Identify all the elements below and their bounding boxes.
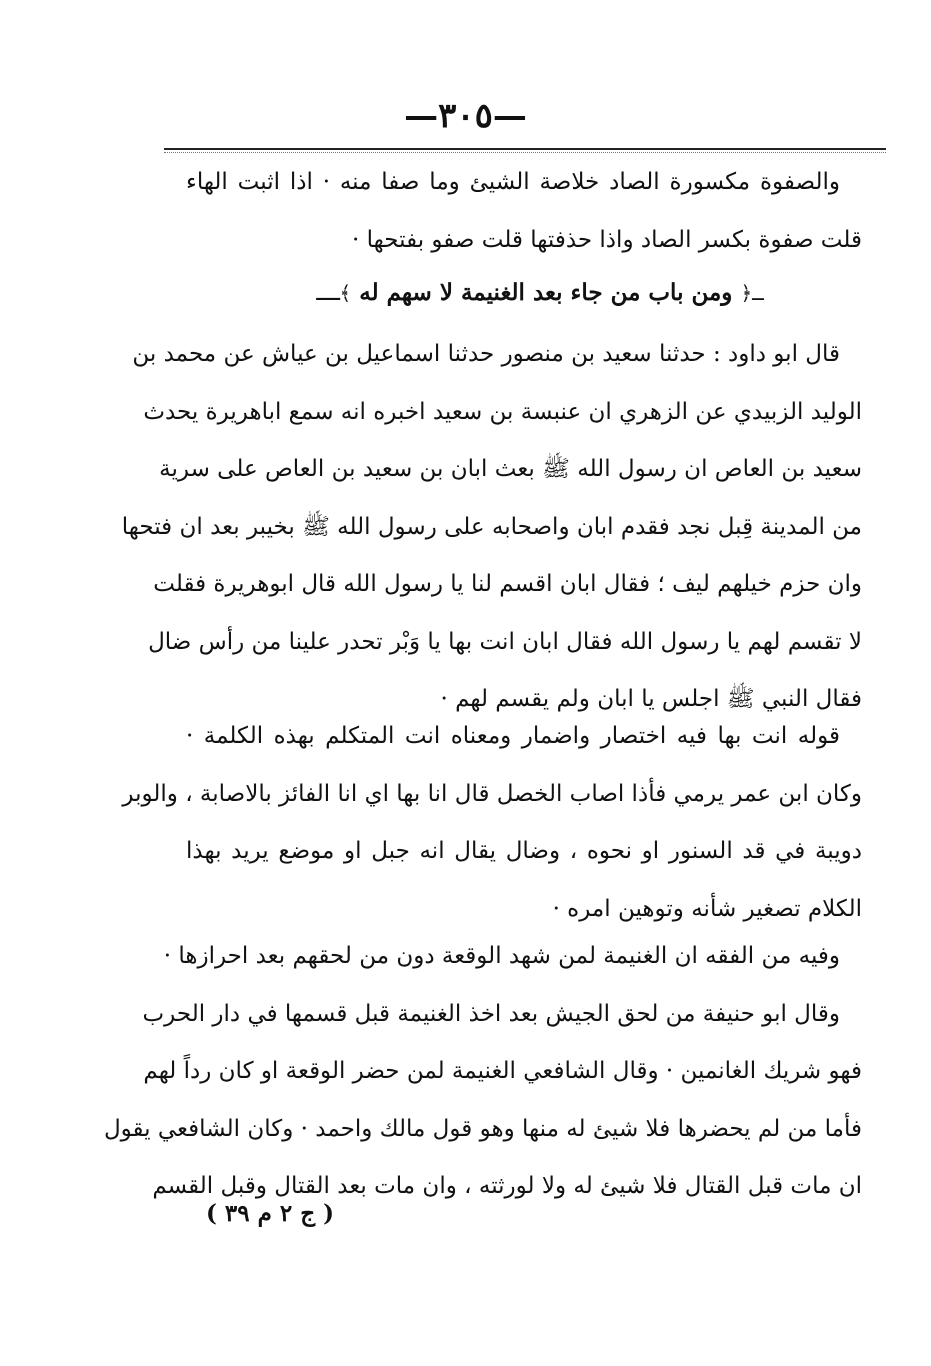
- ornament-right-icon: ــ﴿: [740, 281, 764, 305]
- text-line: وقال ابو حنيفة من لحق الجيش بعد اخذ الغنيمة قبل قسمها في دار الحرب: [142, 1000, 840, 1027]
- paragraph-fiqh: [103, 928, 862, 1216]
- text-line: وان حزم خيلهم ليف ؛ فقال ابان اقسم لنا يا رسول الله قال ابوهريرة فقلت: [153, 571, 862, 597]
- chapter-heading: [260, 268, 820, 318]
- text-line: والصفوة مكسورة الصاد خلاصة الشيئ وما صفا منه · اذا اثبت الهاء: [186, 169, 840, 195]
- page-number: —٣٠٥—: [404, 96, 527, 136]
- text-line: الوليد الزبيدي عن الزهري ان عنبسة بن سعيد اخبره انه سمع اباهريرة يحدث: [143, 398, 862, 425]
- paragraph-definition: [186, 154, 862, 269]
- text-line: فأما من لم يحضرها فلا شيئ له منها وهو قول مالك واحمد · وكان الشافعي يقول: [103, 1115, 862, 1142]
- signature-mark: ( ج ٢ م ٣٩ ): [206, 1200, 334, 1227]
- paragraph-hadith: [121, 326, 862, 729]
- text-line: قال ابو داود : حدثنا سعيد بن منصور حدثنا اسماعيل بن عياش عن محمد بن: [132, 341, 840, 367]
- text-line: من المدينة قِبل نجد فقدم ابان واصحابه على رسول الله ﷺ بخيبر بعد ان فتحها: [121, 513, 862, 540]
- header-rule: [164, 148, 886, 150]
- text-line: لا تقسم لهم يا رسول الله فقال ابان انت بها يا وَبْر تحدر علينا من رأس ضال: [148, 628, 862, 655]
- paragraph-commentary: [122, 708, 862, 938]
- ornament-left-icon: ﴾ــ: [316, 281, 352, 305]
- chapter-title: ومن باب من جاء بعد الغنيمة لا سهم له: [359, 279, 733, 306]
- text-line: قوله انت بها فيه اختصار واضمار ومعناه انت المتكلم بهذه الكلمة ·: [186, 723, 840, 749]
- text-line: وفيه من الفقه ان الغنيمة لمن شهد الوقعة دون من لحقهم بعد احرازها ·: [163, 943, 840, 969]
- header-rule-dotted: [164, 152, 886, 153]
- text-line: وكان ابن عمر يرمي فأذا اصاب الخصل قال انا بها اي انا الفائز بالاصابة ، والوبر: [122, 780, 862, 807]
- text-line: ان مات قبل القتال فلا شيئ له ولا لورثته ، وان مات بعد القتال وقبل القسم: [152, 1173, 862, 1199]
- text-line: الكلام تصغير شأنه وتوهين امره ·: [552, 895, 862, 922]
- text-line: سعيد بن العاص ان رسول الله ﷺ بعث ابان بن سعيد بن العاص على سرية: [159, 456, 862, 482]
- text-line: فهو شريك الغانمين · وقال الشافعي الغنيمة لمن حضر الوقعة او كان رداً لهم: [143, 1058, 862, 1084]
- text-line: دويبة في قد السنور او نحوه ، وضال يقال انه جبل او موضع يريد بهذا: [186, 838, 862, 864]
- text-line: قلت صفوة بكسر الصاد واذا حذفتها قلت صفو بفتحها ·: [352, 226, 862, 253]
- text-line: فقال النبي ﷺ اجلس يا ابان ولم يقسم لهم ·: [440, 686, 862, 712]
